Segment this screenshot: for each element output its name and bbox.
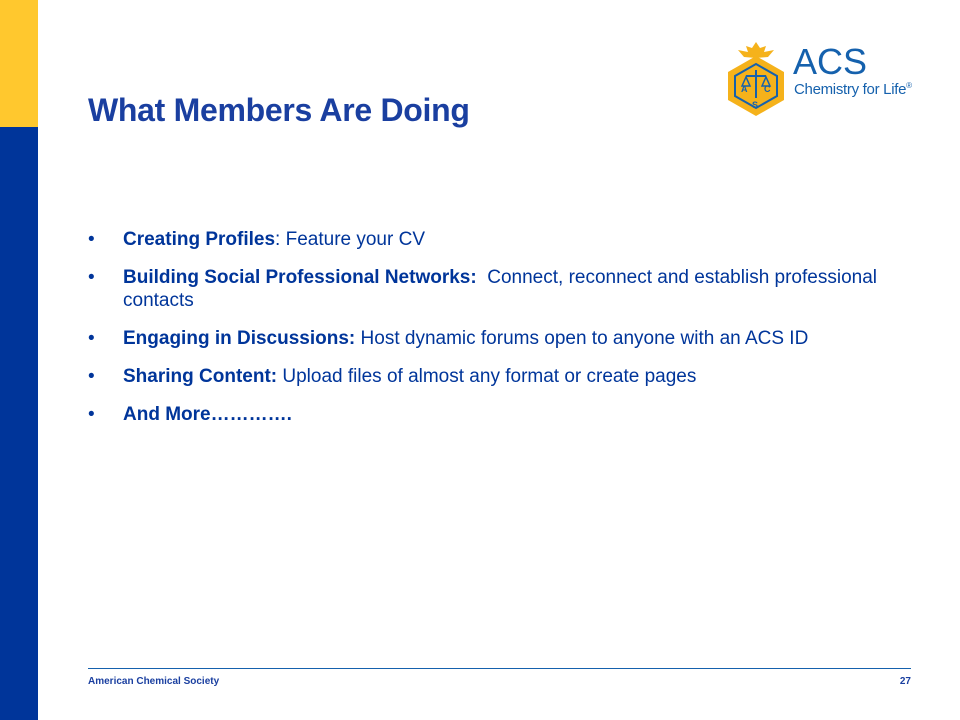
sidebar-yellow-band bbox=[0, 0, 38, 127]
footer-divider bbox=[88, 668, 911, 669]
bullet-text: Upload files of almost any format or create pages bbox=[277, 366, 697, 387]
emblem-letter-a: A bbox=[741, 84, 748, 94]
bullet-dot: • bbox=[88, 404, 95, 425]
bullet-item bbox=[88, 228, 908, 251]
bullet-list bbox=[88, 228, 908, 441]
bullet-lead: Building Social Professional Networks: bbox=[123, 267, 477, 288]
bullet-lead: Sharing Content: bbox=[123, 366, 278, 387]
bullet-lead: Engaging in Discussions: bbox=[123, 328, 356, 349]
registered-mark: ® bbox=[906, 81, 912, 90]
logo-wordmark: ACS bbox=[793, 41, 868, 82]
page-number: 27 bbox=[899, 676, 911, 687]
bullet-lead: And More…………. bbox=[123, 404, 292, 425]
logo-tagline: Chemistry for Life bbox=[794, 81, 907, 98]
bullet-lead: Creating Profiles bbox=[123, 229, 276, 250]
acs-logo bbox=[720, 40, 935, 120]
slide-title: What Members Are Doing bbox=[88, 92, 470, 128]
bullet-item bbox=[88, 327, 908, 350]
bullet-text: Connect, reconnect and establish professional contacts bbox=[123, 267, 883, 311]
emblem-letter-c: C bbox=[764, 84, 771, 94]
bullet-dot: • bbox=[88, 328, 95, 349]
bullet-dot: • bbox=[88, 267, 95, 288]
bullet-dot: • bbox=[88, 229, 95, 250]
bullet-item bbox=[88, 266, 908, 312]
bullet-text: Host dynamic forums open to anyone with an ACS ID bbox=[355, 328, 809, 349]
emblem-letter-s: S bbox=[752, 100, 759, 110]
logo-tagline-wrap bbox=[794, 81, 912, 98]
bullet-item bbox=[88, 403, 908, 426]
sidebar-blue-band bbox=[0, 127, 38, 720]
footer-organization: American Chemical Society bbox=[88, 676, 220, 687]
acs-emblem-icon bbox=[720, 40, 792, 118]
bullet-text: : Feature your CV bbox=[275, 229, 425, 250]
bullet-dot: • bbox=[88, 366, 95, 387]
bullet-item bbox=[88, 365, 908, 388]
